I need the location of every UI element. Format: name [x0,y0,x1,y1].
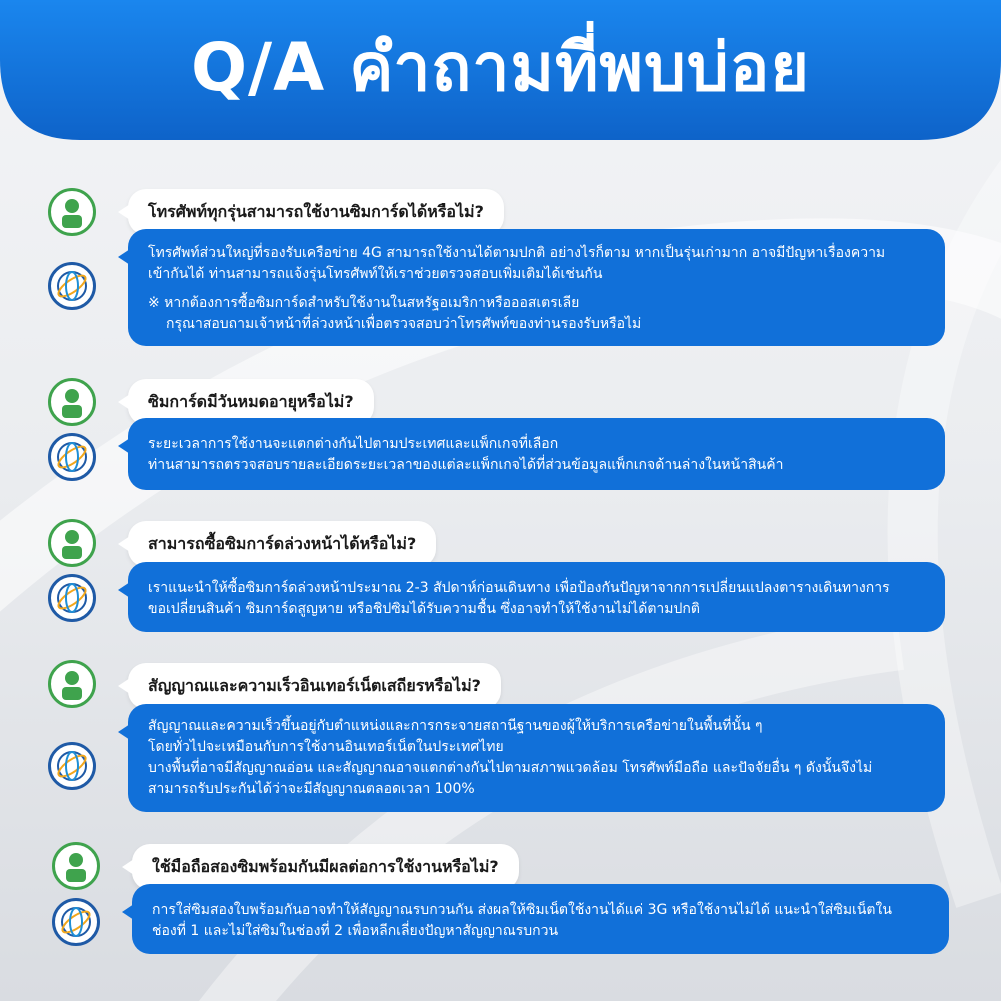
answer-line: บางพื้นที่อาจมีสัญญาณอ่อน และสัญญาณอาจแตกต่างกันไปตามสภาพแวดล้อม โทรศัพท์มือถือ และปัจจัยอื่น ๆ ดังนั้นจึงไม่ [148,760,873,776]
answer-line: ระยะเวลาการใช้งานจะแตกต่างกันไปตามประเทศและแพ็กเกจที่เลือก [148,436,559,452]
answer-bubble [128,562,945,632]
answer-bubble [128,229,945,346]
answer-bubble [128,704,945,812]
globe-icon [48,433,96,481]
globe-icon [48,574,96,622]
header-banner [0,0,1001,150]
answer-line: โทรศัพท์ส่วนใหญ่ที่รองรับเครือข่าย 4G สามารถใช้งานได้ตามปกติ อย่างไรก็ตาม หากเป็นรุ่นเก่ามาก อาจมีปัญหาเรื่องความ [148,245,886,261]
question-bubble: โทรศัพท์ทุกรุ่นสามารถใช้งานซิมการ์ดได้หรือไม่? [128,189,504,235]
user-icon [48,188,96,236]
answer-line: การใส่ซิมสองใบพร้อมกันอาจทำให้สัญญาณรบกวนกัน ส่งผลให้ซิมเน็ตใช้งานได้แค่ 3G หรือใช้งานไม่ได้ แนะนำใส่ซิมเน็ตใน [152,902,892,918]
user-icon [48,519,96,567]
globe-icon [48,742,96,790]
answer-line: โดยทั่วไปจะเหมือนกับการใช้งานอินเทอร์เน็ตในประเทศไทย [148,739,504,755]
globe-icon [52,898,100,946]
answer-line: เราแนะนำให้ซื้อซิมการ์ดล่วงหน้าประมาณ 2-3 สัปดาห์ก่อนเดินทาง เพื่อป้องกันปัญหาจากการเปลี่ยนแปลงตารางเดินทางการ [148,580,890,596]
answer-line: ท่านสามารถตรวจสอบรายละเอียดระยะเวลาของแต่ละแพ็กเกจได้ที่ส่วนข้อมูลแพ็กเกจด้านล่างในหน้าสินค้า [148,457,784,473]
answer-bubble [128,418,945,490]
answer-line: สามารถรับประกันได้ว่าจะมีสัญญาณตลอดเวลา 100% [148,781,475,797]
answer-line: ช่องที่ 1 และไม่ใส่ซิมในช่องที่ 2 เพื่อหลีกเลี่ยงปัญหาสัญญาณรบกวน [152,923,559,939]
answer-note [148,293,925,335]
note-line: ※ หากต้องการซื้อซิมการ์ดสำหรับใช้งานในสหรัฐอเมริกาหรือออสเตรเลีย [148,295,580,311]
question-bubble: สัญญาณและความเร็วอินเทอร์เน็ตเสถียรหรือไม่? [128,663,501,709]
question-bubble: ซิมการ์ดมีวันหมดอายุหรือไม่? [128,379,374,425]
note-line: กรุณาสอบถามเจ้าหน้าที่ล่วงหน้าเพื่อตรวจสอบว่าโทรศัพท์ของท่านรองรับหรือไม่ [166,316,642,332]
answer-bubble [132,884,949,954]
answer-line: ขอเปลี่ยนสินค้า ซิมการ์ดสูญหาย หรือชิปซิมได้รับความชื้น ซึ่งอาจทำให้ใช้งานไม่ได้ตามปกติ [148,601,700,617]
answer-line: เข้ากันได้ ท่านสามารถแจ้งรุ่นโทรศัพท์ให้เราช่วยตรวจสอบเพิ่มเติมได้เช่นกัน [148,266,603,282]
user-icon [48,378,96,426]
user-icon [52,842,100,890]
question-bubble: ใช้มือถือสองซิมพร้อมกันมีผลต่อการใช้งานหรือไม่? [132,844,519,890]
globe-icon [48,262,96,310]
question-bubble: สามารถซื้อซิมการ์ดล่วงหน้าได้หรือไม่? [128,521,436,567]
user-icon [48,660,96,708]
answer-line: สัญญาณและความเร็วขึ้นอยู่กับตำแหน่งและการกระจายสถานีฐานของผู้ให้บริการเครือข่ายในพื้นที่นั้น ๆ [148,718,763,734]
page-title: Q/A คำถามที่พบบ่อย [190,29,811,106]
